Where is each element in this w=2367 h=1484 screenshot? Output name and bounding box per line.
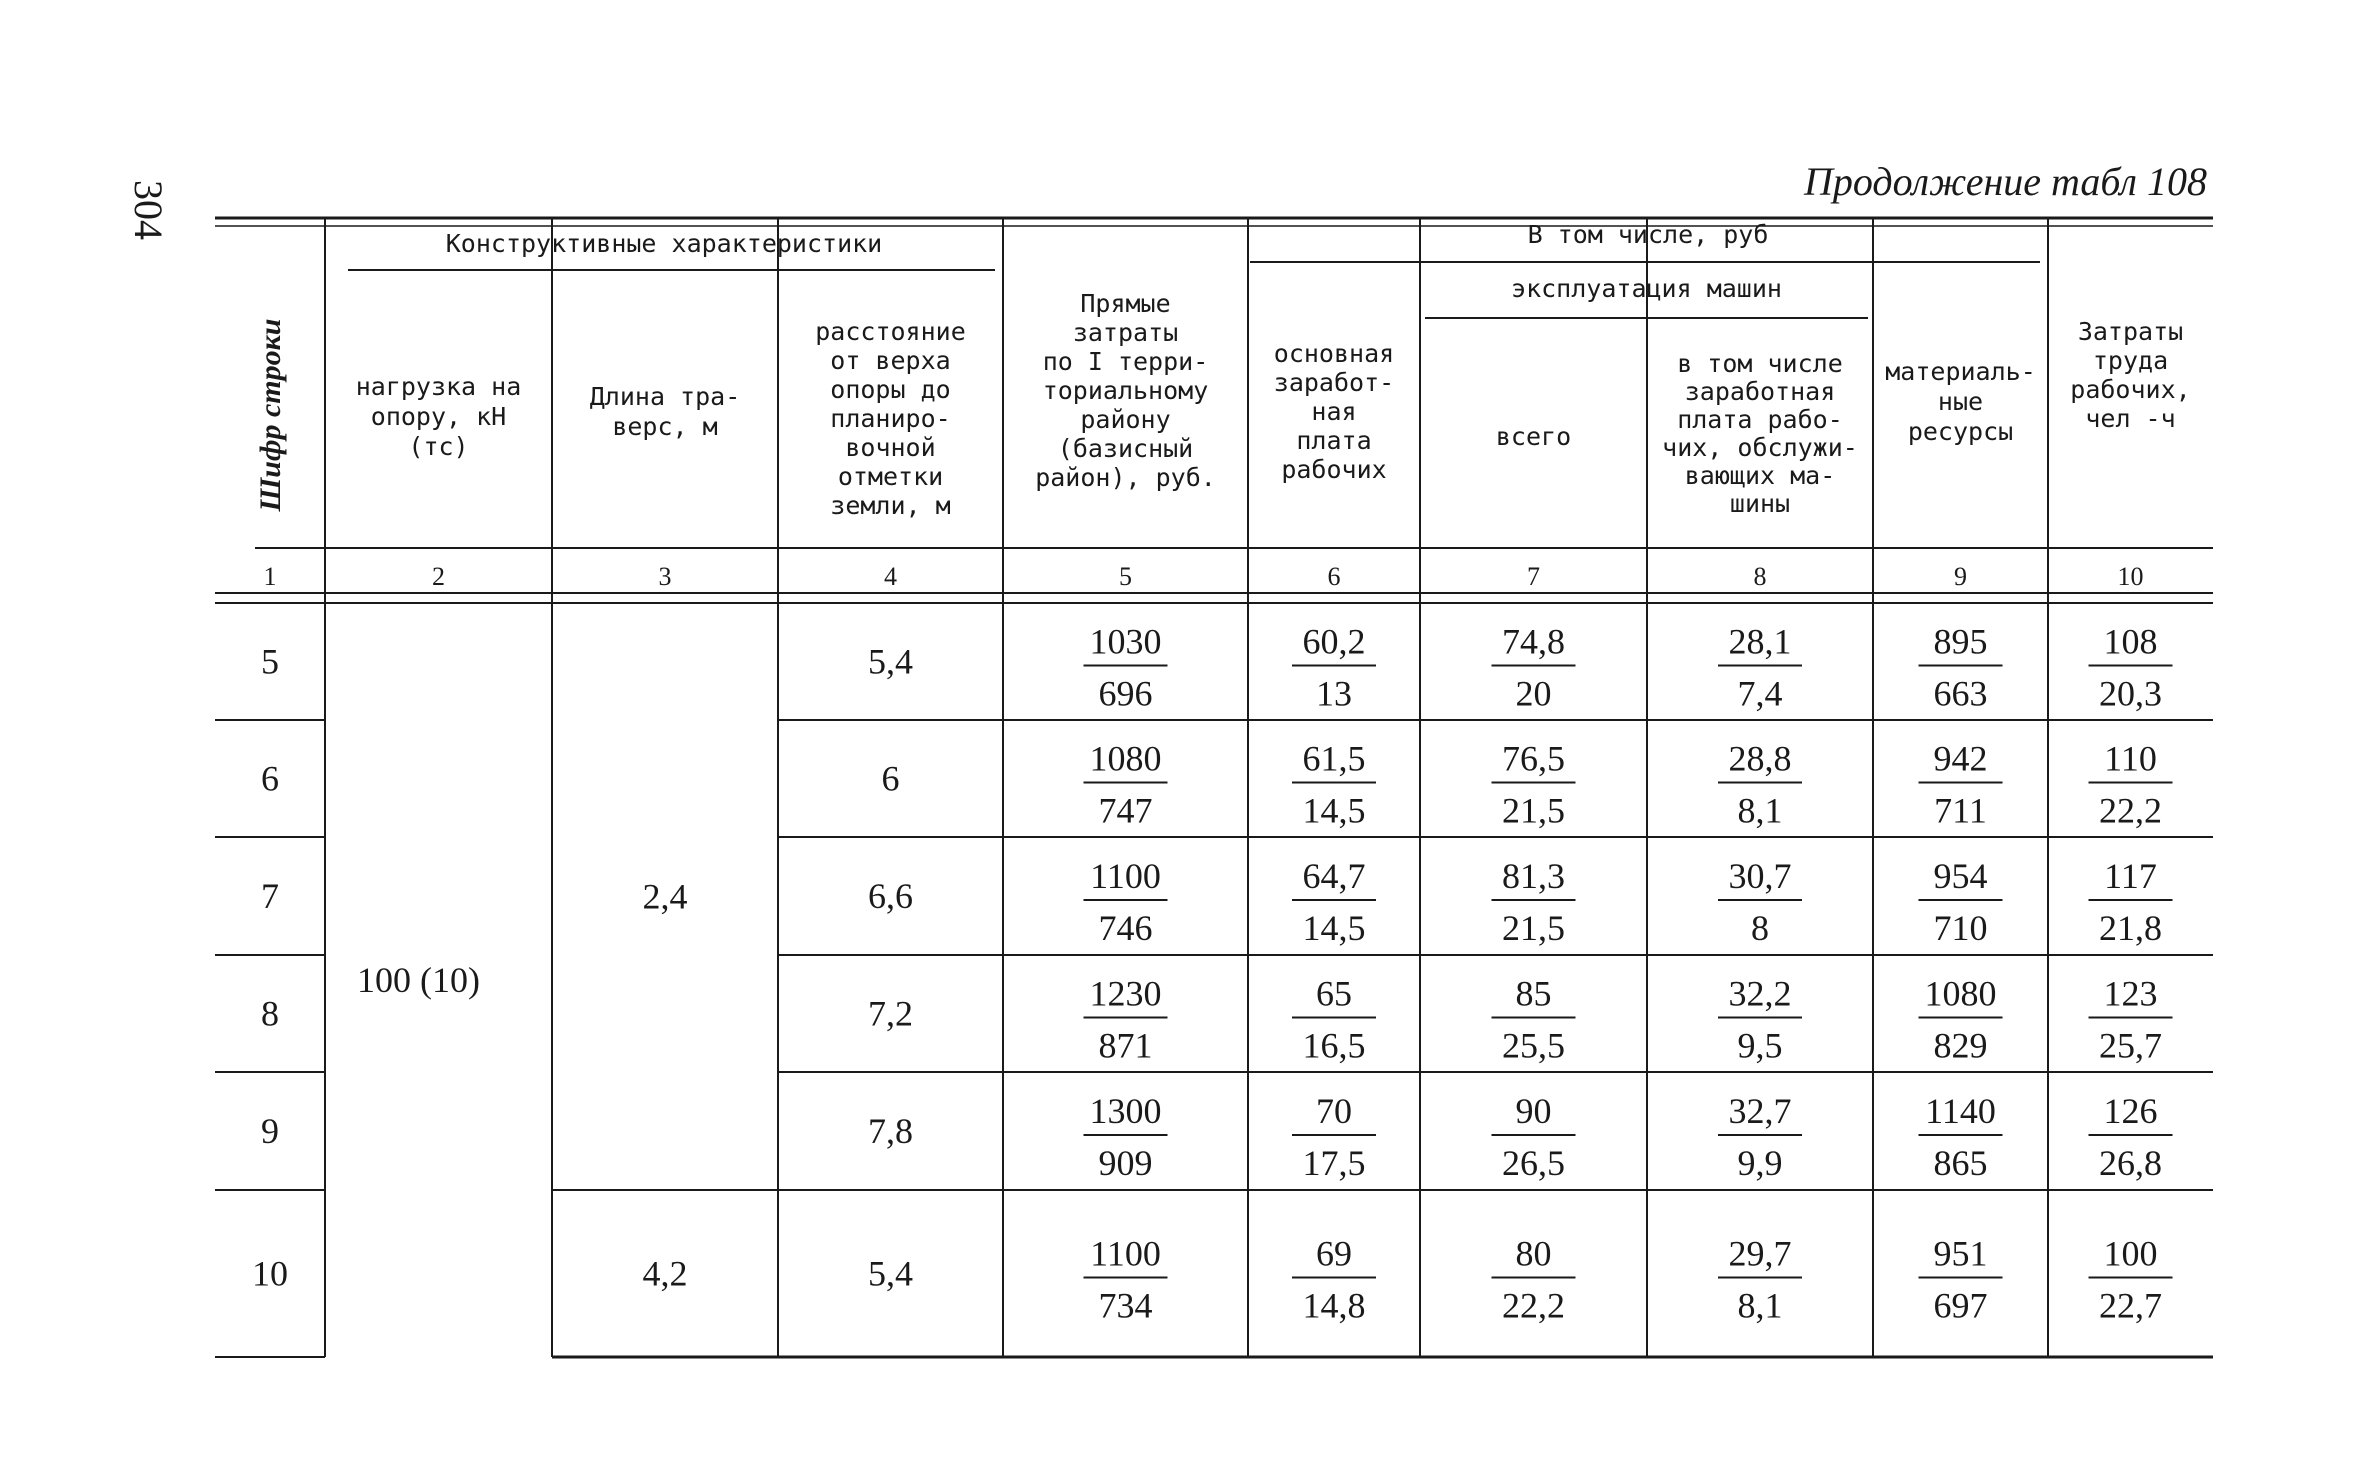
materials-header: ресурсы bbox=[1907, 417, 2014, 446]
denominator-value: 25,5 bbox=[1502, 1025, 1565, 1066]
base-wage-header: заработ- bbox=[1273, 368, 1395, 397]
numerator-value: 32,2 bbox=[1728, 973, 1792, 1014]
numerator-value: 81,3 bbox=[1502, 856, 1565, 896]
column-number: 7 bbox=[1527, 562, 1540, 591]
numerator-value: 108 bbox=[2103, 621, 2158, 662]
row-code: 9 bbox=[261, 1111, 279, 1151]
row-code-header: Шифр строки bbox=[254, 318, 287, 512]
numerator-value: 28,1 bbox=[1728, 621, 1792, 662]
base-wage-header: плата bbox=[1296, 426, 1372, 455]
denominator-value: 21,5 bbox=[1502, 790, 1565, 831]
table-caption: Продолжение табл 108 bbox=[1803, 159, 2207, 204]
denominator-value: 14,5 bbox=[1302, 790, 1366, 831]
numerator-value: 1230 bbox=[1089, 973, 1162, 1014]
numerator-value: 1140 bbox=[1925, 1091, 1996, 1131]
column-number: 4 bbox=[884, 562, 897, 591]
numerator-value: 1030 bbox=[1089, 621, 1162, 662]
machine-wage-header: шины bbox=[1729, 489, 1791, 518]
row-code: 6 bbox=[261, 758, 279, 799]
direct-costs-header: затраты bbox=[1072, 318, 1179, 347]
denominator-value: 22,2 bbox=[2099, 790, 2162, 831]
row-code: 8 bbox=[261, 993, 279, 1034]
traverse-value: 4,2 bbox=[642, 1253, 688, 1294]
numerator-value: 1080 bbox=[1924, 973, 1997, 1014]
denominator-value: 14,5 bbox=[1302, 908, 1366, 948]
row-code: 7 bbox=[261, 876, 279, 916]
numerator-value: 90 bbox=[1515, 1091, 1552, 1131]
denominator-value: 22,2 bbox=[1502, 1285, 1565, 1326]
numerator-value: 1100 bbox=[1090, 1233, 1161, 1274]
load-header: (тс) bbox=[408, 432, 469, 461]
row-code: 10 bbox=[252, 1253, 288, 1294]
column-number: 3 bbox=[658, 562, 672, 591]
numerator-value: 100 bbox=[2103, 1233, 2158, 1274]
numerator-value: 123 bbox=[2103, 973, 2158, 1014]
denominator-value: 26,8 bbox=[2099, 1143, 2162, 1183]
load-header: опору, кН bbox=[370, 402, 507, 431]
machines-total-header: всего bbox=[1495, 422, 1572, 451]
denominator-value: 734 bbox=[1098, 1285, 1153, 1326]
denominator-value: 17,5 bbox=[1302, 1143, 1366, 1183]
denominator-value: 7,4 bbox=[1737, 673, 1783, 714]
labor-header: рабочих, bbox=[2070, 375, 2191, 404]
numerator-value: 1080 bbox=[1089, 738, 1162, 779]
denominator-value: 697 bbox=[1933, 1285, 1988, 1326]
direct-costs-header: по I терри- bbox=[1042, 347, 1209, 376]
distance-header: вочной bbox=[845, 433, 936, 462]
traverse-header: Длина тра- bbox=[589, 382, 741, 411]
numerator-value: 30,7 bbox=[1728, 856, 1792, 896]
traverse-value: 2,4 bbox=[642, 876, 688, 917]
direct-costs-header: ториальному bbox=[1042, 376, 1209, 405]
materials-header: ные bbox=[1937, 387, 1984, 416]
distance-value: 7,8 bbox=[868, 1111, 913, 1151]
denominator-value: 663 bbox=[1933, 673, 1988, 714]
denominator-value: 8,1 bbox=[1737, 1285, 1783, 1326]
numerator-value: 28,8 bbox=[1728, 738, 1792, 779]
numerator-value: 126 bbox=[2103, 1091, 2158, 1131]
numerator-value: 60,2 bbox=[1302, 621, 1366, 662]
numerator-value: 61,5 bbox=[1302, 738, 1366, 779]
traverse-header: верс, м bbox=[612, 412, 718, 441]
direct-costs-header: Прямые bbox=[1080, 289, 1171, 318]
numerator-value: 70 bbox=[1316, 1091, 1352, 1131]
page-number: 304 bbox=[126, 180, 171, 240]
numerator-value: 951 bbox=[1933, 1233, 1988, 1274]
machine-operation-header: эксплуатация машин bbox=[1511, 274, 1782, 303]
direct-costs-header: (базисный bbox=[1057, 434, 1194, 463]
numerator-value: 76,5 bbox=[1502, 738, 1565, 779]
labor-header: труда bbox=[2092, 346, 2169, 375]
distance-header: планиро- bbox=[830, 404, 951, 433]
denominator-value: 9,9 bbox=[1737, 1143, 1783, 1183]
denominator-value: 829 bbox=[1933, 1025, 1988, 1066]
denominator-value: 21,5 bbox=[1502, 908, 1565, 948]
numerator-value: 895 bbox=[1933, 621, 1988, 662]
machine-wage-header: в том числе bbox=[1677, 349, 1843, 378]
numerator-value: 29,7 bbox=[1728, 1233, 1792, 1274]
direct-costs-header: район), руб. bbox=[1035, 463, 1216, 492]
distance-value: 5,4 bbox=[868, 1253, 913, 1294]
load-value: 100 (10) bbox=[357, 960, 480, 1000]
distance-value: 6,6 bbox=[868, 876, 913, 916]
load-header: нагрузка на bbox=[355, 372, 522, 401]
machine-wage-header: вающих ма- bbox=[1684, 461, 1836, 490]
denominator-value: 8,1 bbox=[1737, 790, 1783, 831]
distance-header: от верха bbox=[830, 346, 951, 375]
denominator-value: 871 bbox=[1098, 1025, 1153, 1066]
column-number: 10 bbox=[2117, 562, 2144, 591]
table-header bbox=[254, 220, 2191, 591]
column-number: 8 bbox=[1753, 562, 1767, 591]
denominator-value: 22,7 bbox=[2099, 1285, 2162, 1326]
column-number: 6 bbox=[1327, 562, 1341, 591]
denominator-value: 20 bbox=[1515, 673, 1552, 714]
denominator-value: 746 bbox=[1098, 908, 1153, 948]
denominator-value: 909 bbox=[1098, 1143, 1153, 1183]
numerator-value: 32,7 bbox=[1728, 1091, 1792, 1131]
direct-costs-header: району bbox=[1080, 405, 1171, 434]
base-wage-header: ная bbox=[1311, 397, 1357, 426]
numerator-value: 1300 bbox=[1089, 1091, 1162, 1131]
labor-header: Затраты bbox=[2077, 317, 2184, 346]
numerator-value: 74,8 bbox=[1502, 621, 1565, 662]
materials-header: материаль- bbox=[1885, 357, 2036, 386]
distance-header: отметки bbox=[837, 462, 944, 491]
numerator-value: 117 bbox=[2104, 856, 2157, 896]
denominator-value: 711 bbox=[1934, 790, 1987, 831]
including-header: В том числе, руб bbox=[1527, 220, 1769, 249]
denominator-value: 26,5 bbox=[1502, 1143, 1565, 1183]
denominator-value: 865 bbox=[1933, 1143, 1988, 1183]
column-number: 1 bbox=[263, 562, 277, 591]
denominator-value: 8 bbox=[1751, 908, 1769, 948]
denominator-value: 16,5 bbox=[1302, 1025, 1366, 1066]
denominator-value: 20,3 bbox=[2099, 673, 2162, 714]
denominator-value: 710 bbox=[1933, 908, 1988, 948]
denominator-value: 747 bbox=[1098, 790, 1153, 831]
denominator-value: 696 bbox=[1098, 673, 1153, 714]
distance-value: 6 bbox=[881, 758, 900, 799]
base-wage-header: рабочих bbox=[1281, 455, 1387, 484]
row-code: 5 bbox=[261, 641, 279, 682]
constructive-header: Конструктивные характеристики bbox=[445, 229, 883, 258]
denominator-value: 9,5 bbox=[1737, 1025, 1783, 1066]
numerator-value: 64,7 bbox=[1302, 856, 1366, 896]
numerator-value: 1100 bbox=[1090, 856, 1161, 896]
denominator-value: 13 bbox=[1316, 673, 1352, 714]
base-wage-header: основная bbox=[1273, 339, 1395, 368]
distance-value: 5,4 bbox=[868, 641, 913, 682]
denominator-value: 21,8 bbox=[2099, 908, 2162, 948]
numerator-value: 954 bbox=[1933, 856, 1988, 896]
distance-header: опоры до bbox=[830, 375, 951, 404]
distance-header: земли, м bbox=[830, 491, 951, 520]
denominator-value: 25,7 bbox=[2099, 1025, 2162, 1066]
labor-header: чел -ч bbox=[2085, 404, 2176, 433]
column-number: 9 bbox=[1954, 562, 1967, 591]
table-body bbox=[252, 622, 2162, 1326]
column-number: 2 bbox=[432, 562, 445, 591]
machine-wage-header: заработная bbox=[1684, 377, 1836, 406]
distance-value: 7,2 bbox=[868, 993, 913, 1034]
numerator-value: 80 bbox=[1515, 1233, 1552, 1274]
machine-wage-header: чих, обслужи- bbox=[1662, 433, 1858, 462]
distance-header: расстояние bbox=[815, 317, 966, 346]
column-number: 5 bbox=[1119, 562, 1132, 591]
machine-wage-header: плата рабо- bbox=[1677, 405, 1843, 434]
numerator-value: 110 bbox=[2104, 738, 2157, 779]
denominator-value: 14,8 bbox=[1302, 1285, 1366, 1326]
numerator-value: 65 bbox=[1316, 973, 1352, 1014]
numerator-value: 85 bbox=[1515, 973, 1552, 1014]
numerator-value: 942 bbox=[1933, 738, 1988, 779]
numerator-value: 69 bbox=[1316, 1233, 1352, 1274]
